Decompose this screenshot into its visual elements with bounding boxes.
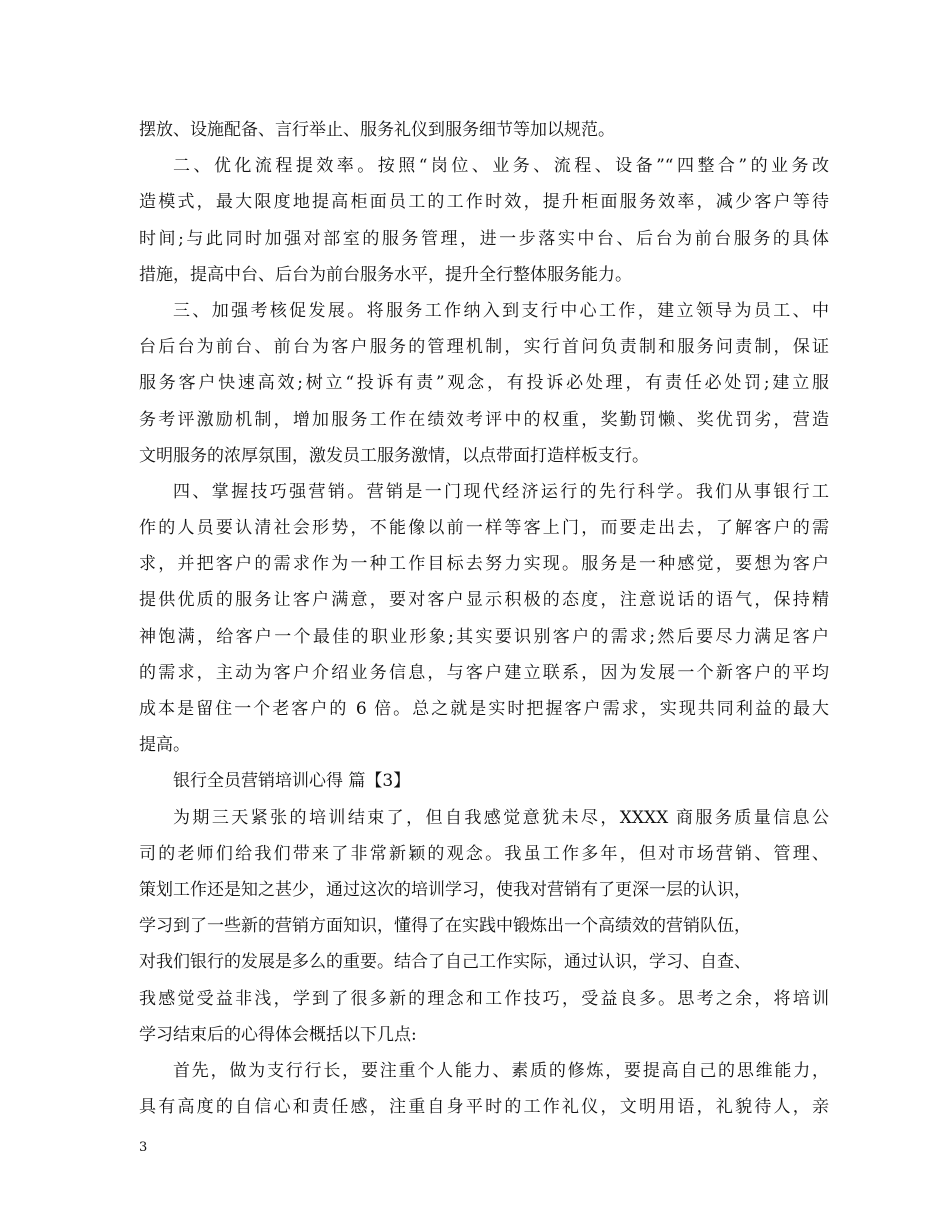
text-line: 措施，提高中台、后台为前台服务水平，提升全行整体服务能力。 [139, 264, 632, 285]
text-line: 摆放、设施配备、言行举止、服务礼仪到服务细节等加以规范。 [139, 120, 615, 140]
text-line: 造模式，最大限度地提高柜面员工的工作时效，提升柜面服务效率，减少客户等待 [139, 192, 829, 213]
text-line: 求，并把客户的需求作为一种工作目标去努力实现。服务是一种感觉，要想为客户 [139, 554, 829, 575]
text-line: 二、优化流程提效率。按照“岗位、业务、流程、设备”“四整合”的业务改 [173, 156, 829, 177]
text-line: 学习到了一些新的营销方面知识，懂得了在实践中锻炼出一个高绩效的营销队伍， [139, 916, 751, 937]
text-line: 神饱满，给客户一个最佳的职业形象;其实要识别客户的需求;然后要尽力满足客户 [139, 626, 829, 647]
text-line: 服务客户快速高效;树立“投诉有责”观念，有投诉必处理，有责任必处罚;建立服 [139, 373, 829, 394]
text-line: 具有高度的自信心和责任感，注重自身平时的工作礼仪，文明用语，礼貌待人，亲 [139, 1097, 829, 1118]
text-line: 为期三天紧张的培训结束了，但自我感觉意犹未尽，XXXX 商服务质量信息公 [173, 807, 829, 828]
page-number: 3 [139, 1140, 148, 1155]
text-line: 提高。 [139, 735, 190, 756]
text-line: 策划工作还是知之甚少，通过这次的培训学习，使我对营销有了更深一层的认识， [139, 879, 751, 900]
text-line: 我感觉受益非浅，学到了很多新的理念和工作技巧，受益良多。思考之余，将培训 [139, 988, 829, 1009]
text-line: 时间;与此同时加强对部室的服务管理，进一步落实中台、后台为前台服务的具体 [139, 228, 829, 249]
text-line: 文明服务的浓厚氛围，激发员工服务激情，以点带面打造样板支行。 [139, 445, 649, 466]
text-line: 台后台为前台、前台为客户服务的管理机制，实行首问负责制和服务问责制，保证 [139, 337, 829, 358]
text-line: 对我们银行的发展是多么的重要。结合了自己工作实际，通过认识，学习、自查、 [139, 952, 751, 973]
section-heading: 银行全员营销培训心得 篇【3】 [173, 771, 411, 792]
text-line: 首先，做为支行行长，要注重个人能力、素质的修炼，要提高自己的思维能力， [173, 1060, 829, 1081]
text-line: 四、掌握技巧强营销。营销是一门现代经济运行的先行科学。我们从事银行工 [173, 481, 829, 502]
text-line: 务考评激励机制，增加服务工作在绩效考评中的权重，奖勤罚懒、奖优罚劣，营造 [139, 409, 829, 430]
text-line: 学习结束后的心得体会概括以下几点: [139, 1024, 417, 1045]
text-line: 的需求，主动为客户介绍业务信息，与客户建立联系，因为发展一个新客户的平均 [139, 662, 829, 683]
text-line: 作的人员要认清社会形势，不能像以前一样等客上门，而要走出去，了解客户的需 [139, 518, 829, 539]
text-line: 提供优质的服务让客户满意，要对客户显示积极的态度，注意说话的语气，保持精 [139, 590, 829, 611]
text-line: 成本是留住一个老客户的 6 倍。总之就是实时把握客户需求，实现共同利益的最大 [139, 699, 829, 719]
document-body [139, 112, 829, 1125]
text-line: 三、加强考核促发展。将服务工作纳入到支行中心工作，建立领导为员工、中 [173, 300, 829, 321]
text-line: 司的老师们给我们带来了非常新颖的观念。我虽工作多年，但对市场营销、管理、 [139, 843, 829, 864]
